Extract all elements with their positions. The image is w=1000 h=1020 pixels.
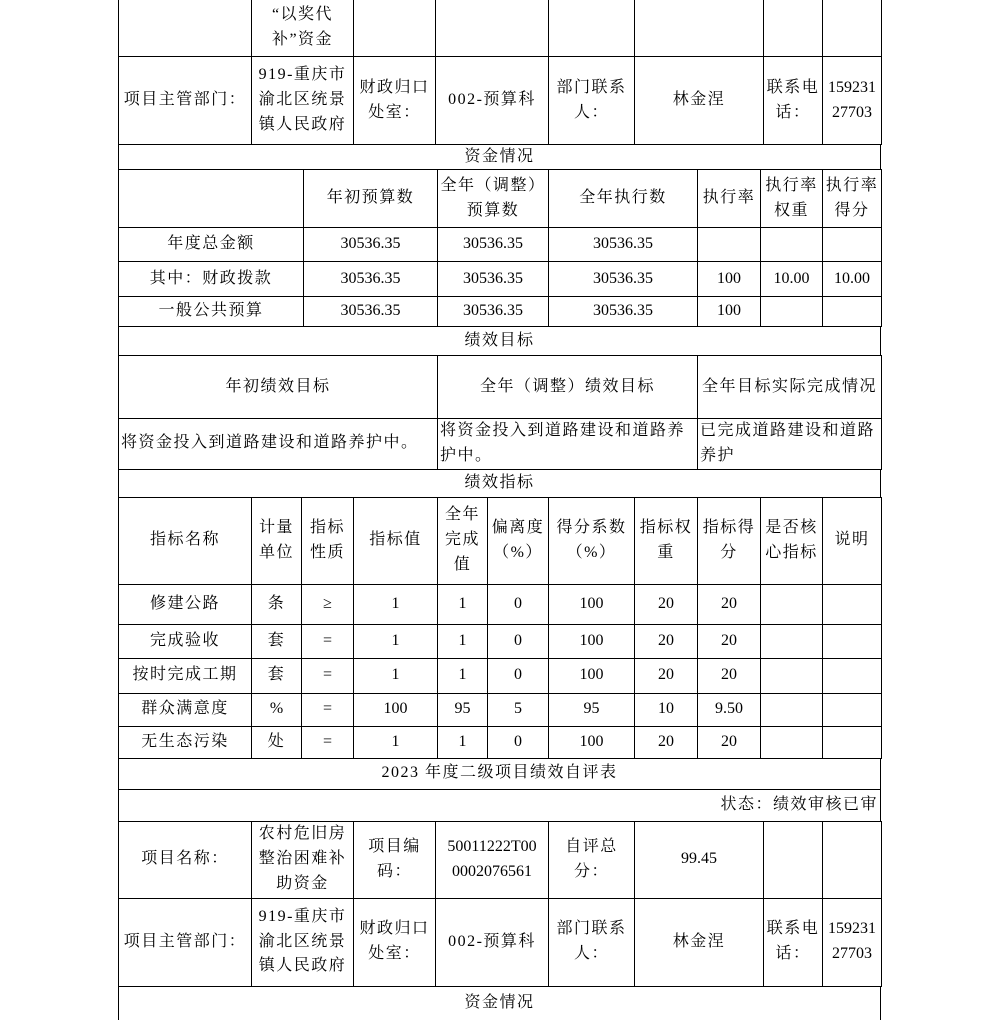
indicator-core-cell: [761, 624, 823, 658]
indicator-col-header: 计量单位: [252, 497, 302, 584]
indicator-unit-cell: %: [252, 693, 302, 726]
indicator-done-cell: 1: [438, 624, 488, 658]
fund-name-cell: “以奖代补”资金: [252, 0, 354, 57]
indicator-name-cell: 修建公路: [119, 584, 252, 624]
funding-col-header: 年初预算数: [304, 170, 438, 228]
empty-cell: [549, 0, 635, 57]
indicator-col-header: 是否核心指标: [761, 497, 823, 584]
empty-cell: [635, 0, 764, 57]
indicator-done-cell: 1: [438, 658, 488, 693]
indicator-core-cell: [761, 693, 823, 726]
funding-cell: [761, 228, 823, 262]
dept-row: [119, 898, 882, 986]
goals-content-row: [119, 419, 882, 470]
empty-cell: [764, 821, 823, 898]
project-code-value: 50011222T000002076561: [436, 821, 549, 898]
goals-section-header: 绩效目标: [119, 327, 881, 356]
indicators-table: [118, 497, 882, 759]
indicator-name-cell: 完成验收: [119, 624, 252, 658]
indicator-core-cell: [761, 726, 823, 758]
finance-office-label: 财政归口处室：: [354, 898, 436, 986]
project-dept-value: 919-重庆市渝北区统景镇人民政府: [252, 898, 354, 986]
funding-row-total: [119, 228, 882, 262]
indicator-done-cell: 1: [438, 726, 488, 758]
funding-section-header: 资金情况: [119, 986, 881, 1020]
empty-cell: [119, 0, 252, 57]
project-name-label: 项目名称：: [119, 821, 252, 898]
indicator-target-cell: 1: [354, 658, 438, 693]
indicator-score-cell: 20: [698, 624, 761, 658]
indicator-nature-cell: =: [302, 624, 354, 658]
evaluation-table: [118, 0, 881, 1020]
self-score-label: 自评总分：: [549, 821, 635, 898]
goals-table: [118, 355, 882, 470]
funding-cell: 30536.35: [549, 228, 698, 262]
indicator-nature-cell: =: [302, 726, 354, 758]
funding-cell: [823, 228, 882, 262]
funding-cell: 30536.35: [304, 228, 438, 262]
phone-label: 联系电话：: [764, 898, 823, 986]
indicator-done-cell: 95: [438, 693, 488, 726]
funding-cell: 30536.35: [304, 262, 438, 297]
funding-cell: [698, 228, 761, 262]
indicator-nature-cell: =: [302, 658, 354, 693]
indicator-row: [119, 584, 882, 624]
indicator-weight-cell: 20: [635, 624, 698, 658]
goals-header-table: [118, 326, 881, 356]
funding-row-label: 其中：财政拨款: [119, 262, 304, 297]
adjusted-goal-text: 将资金投入到道路建设和道路养护中。: [438, 419, 698, 470]
dept-contact-label: 部门联系人：: [549, 898, 635, 986]
project-name-value: 农村危旧房整治困难补助资金: [252, 821, 354, 898]
funding-col-header: 执行率权重: [761, 170, 823, 228]
funding-cell: 100: [698, 297, 761, 327]
funding-row-fiscal: [119, 262, 882, 297]
funding-cell: 30536.35: [549, 262, 698, 297]
indicator-row: [119, 693, 882, 726]
finance-office-value: 002-预算科: [436, 57, 549, 145]
initial-goal-text: 将资金投入到道路建设和道路养护中。: [119, 419, 438, 470]
indicator-core-cell: [761, 658, 823, 693]
indicator-target-cell: 1: [354, 624, 438, 658]
indicator-target-cell: 1: [354, 726, 438, 758]
empty-cell: [823, 0, 882, 57]
project-dept-label: 项目主管部门：: [119, 898, 252, 986]
indicator-target-cell: 100: [354, 693, 438, 726]
indicator-row: [119, 624, 882, 658]
empty-cell: [764, 0, 823, 57]
dept-contact-value: 林金涅: [635, 57, 764, 145]
indicator-nature-cell: =: [302, 693, 354, 726]
funding-cell: 10.00: [761, 262, 823, 297]
indicator-deviation-cell: 0: [488, 624, 549, 658]
funding-cell: 10.00: [823, 262, 882, 297]
dept-row: [119, 57, 882, 145]
indicator-name-cell: 群众满意度: [119, 693, 252, 726]
indicator-weight-cell: 20: [635, 726, 698, 758]
indicator-score-cell: 20: [698, 658, 761, 693]
indicator-note-cell: [823, 726, 882, 758]
indicator-core-cell: [761, 584, 823, 624]
goals-column-header-row: [119, 356, 882, 419]
finance-office-value: 002-预算科: [436, 898, 549, 986]
indicator-unit-cell: 套: [252, 624, 302, 658]
funding-header-table: [118, 144, 881, 170]
project-dept-value: 919-重庆市渝北区统景镇人民政府: [252, 57, 354, 145]
indicator-col-header: 指标值: [354, 497, 438, 584]
indicator-col-header: 得分系数（%）: [549, 497, 635, 584]
indicator-target-cell: 1: [354, 584, 438, 624]
indicator-note-cell: [823, 624, 882, 658]
funding-cell: [761, 297, 823, 327]
indicator-col-header: 指标得分: [698, 497, 761, 584]
indicator-deviation-cell: 5: [488, 693, 549, 726]
indicator-done-cell: 1: [438, 584, 488, 624]
indicator-score-cell: 20: [698, 726, 761, 758]
indicator-col-header: 指标性质: [302, 497, 354, 584]
indicators-header-table: [118, 469, 881, 498]
indicator-coefficient-cell: 100: [549, 658, 635, 693]
funding-row-label: 一般公共预算: [119, 297, 304, 327]
indicator-coefficient-cell: 100: [549, 584, 635, 624]
funding-cell: 30536.35: [438, 297, 549, 327]
indicator-score-cell: 20: [698, 584, 761, 624]
funding-cell: 100: [698, 262, 761, 297]
indicator-name-cell: 无生态污染: [119, 726, 252, 758]
indicator-nature-cell: ≥: [302, 584, 354, 624]
indicator-coefficient-cell: 95: [549, 693, 635, 726]
indicator-unit-cell: 套: [252, 658, 302, 693]
goals-col-header: 全年目标实际完成情况: [698, 356, 882, 419]
phone-value: 15923127703: [823, 898, 882, 986]
indicator-col-header: 指标权重: [635, 497, 698, 584]
funding-col-header: 全年（调整）预算数: [438, 170, 549, 228]
indicator-weight-cell: 20: [635, 658, 698, 693]
table-title: 2023 年度二级项目绩效自评表: [119, 758, 881, 789]
indicator-note-cell: [823, 693, 882, 726]
indicator-row: [119, 726, 882, 758]
indicator-deviation-cell: 0: [488, 584, 549, 624]
second-table-title: [118, 758, 881, 790]
self-score-value: 99.45: [635, 821, 764, 898]
empty-cell: [823, 821, 882, 898]
project-info-table-top: [118, 0, 882, 145]
indicator-row: [119, 658, 882, 693]
funding-col-header: 执行率: [698, 170, 761, 228]
funding-column-header-row: [119, 170, 882, 228]
funding-cell: [823, 297, 882, 327]
project-info-table-bottom: [118, 821, 882, 987]
status-text: 状态：绩效审核已审: [119, 789, 881, 821]
funding-cell: 30536.35: [304, 297, 438, 327]
goals-col-header: 全年（调整）绩效目标: [438, 356, 698, 419]
empty-cell: [354, 0, 436, 57]
phone-value: 15923127703: [823, 57, 882, 145]
goals-col-header: 年初绩效目标: [119, 356, 438, 419]
project-code-label: 项目编码：: [354, 821, 436, 898]
project-name-row: [119, 821, 882, 898]
indicator-unit-cell: 处: [252, 726, 302, 758]
funding-cell: 30536.35: [438, 262, 549, 297]
indicator-weight-cell: 20: [635, 584, 698, 624]
carryover-partial-row: [119, 0, 882, 57]
funding-cell: 30536.35: [438, 228, 549, 262]
indicator-deviation-cell: 0: [488, 658, 549, 693]
indicator-score-cell: 9.50: [698, 693, 761, 726]
indicator-unit-cell: 条: [252, 584, 302, 624]
indicator-weight-cell: 10: [635, 693, 698, 726]
indicator-coefficient-cell: 100: [549, 726, 635, 758]
indicator-col-header: 偏离度（%）: [488, 497, 549, 584]
funding-table: [118, 169, 882, 327]
indicator-coefficient-cell: 100: [549, 624, 635, 658]
indicator-note-cell: [823, 658, 882, 693]
empty-cell: [119, 170, 304, 228]
funding-col-header: 全年执行数: [549, 170, 698, 228]
indicator-deviation-cell: 0: [488, 726, 549, 758]
indicator-column-header-row: [119, 497, 882, 584]
finance-office-label: 财政归口处室：: [354, 57, 436, 145]
dept-contact-label: 部门联系人：: [549, 57, 635, 145]
indicator-col-header: 指标名称: [119, 497, 252, 584]
indicators-section-header: 绩效指标: [119, 469, 881, 497]
funding-footer-table: [118, 986, 881, 1020]
funding-cell: 30536.35: [549, 297, 698, 327]
actual-result-text: 已完成道路建设和道路养护: [698, 419, 882, 470]
project-dept-label: 项目主管部门：: [119, 57, 252, 145]
funding-row-label: 年度总金额: [119, 228, 304, 262]
funding-section-header: 资金情况: [119, 145, 881, 170]
phone-label: 联系电话：: [764, 57, 823, 145]
indicator-note-cell: [823, 584, 882, 624]
dept-contact-value: 林金涅: [635, 898, 764, 986]
indicator-col-header: 说明: [823, 497, 882, 584]
empty-cell: [436, 0, 549, 57]
indicator-col-header: 全年完成值: [438, 497, 488, 584]
indicator-name-cell: 按时完成工期: [119, 658, 252, 693]
funding-row-public-budget: [119, 297, 882, 327]
status-row-table: [118, 789, 881, 822]
funding-col-header: 执行率得分: [823, 170, 882, 228]
